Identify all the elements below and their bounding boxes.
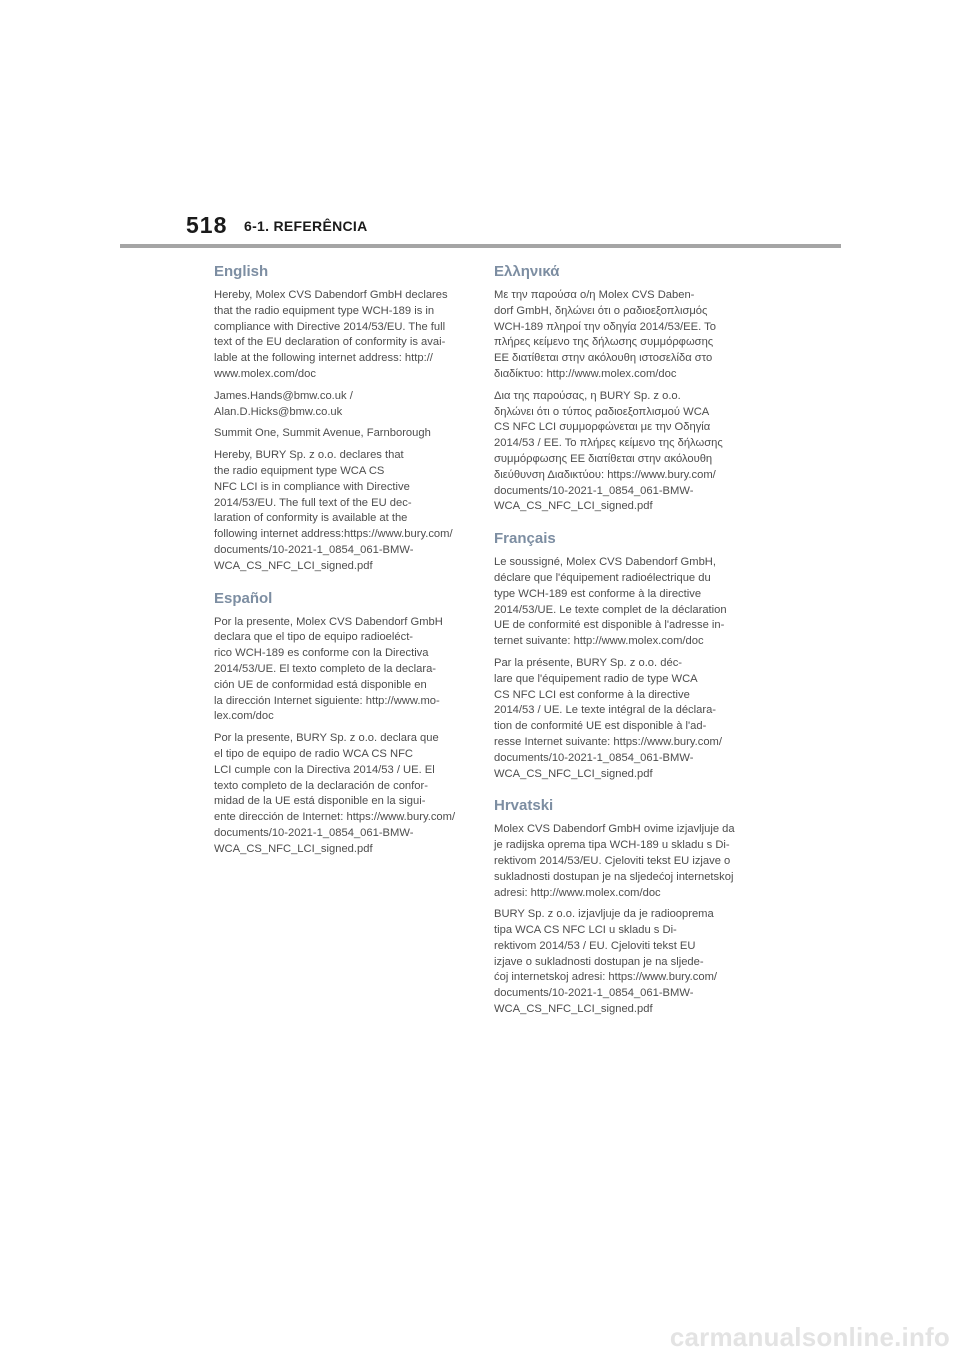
section-francais — [494, 529, 749, 782]
section-hrvatski — [494, 796, 749, 1018]
page-number: 518 — [186, 212, 228, 238]
right-column — [494, 262, 749, 1024]
section-english — [214, 262, 469, 575]
paragraph: Por la presente, BURY Sp. z o.o. declara que el tipo de equipo de radio WCA CS NFC LCI cumple con la Directiva 2014/53 / UE. El texto completo de la declaración de confor- midad de la UE está disponible en la sigui- ente dirección de Internet: https://www.bury.com/ documents/10-2021-1_0854_061-BMW- WCA_CS_NFC_LCI_signed.pdf — [214, 732, 456, 855]
paragraph: Summit One, Summit Avenue, Farnborough — [214, 427, 431, 440]
chapter-title: 6-1. REFERÊNCIA — [244, 218, 368, 234]
paragraph: Molex CVS Dabendorf GmbH ovime izjavljuje da je radijska oprema tipa WCH-189 u skladu s Di- rektivom 2014/53/EU. Cjeloviti tekst EU izjave o sukladnosti dostupan je na sljedećoj internetskoj adresi: http://www.molex.com/doc — [494, 823, 735, 899]
paragraph: Hereby, BURY Sp. z o.o. declares that the radio equipment type WCA CS NFC LCI is in compliance with Directive 2014/53/EU. The full text of the EU dec- laration of conformity is available at the following internet address:https://www.bury.com/ documents/10-2021-1_0854_061-BMW- WCA_CS_NFC_LCI_signed.pdf — [214, 449, 453, 572]
paragraph: Par la présente, BURY Sp. z o.o. déc- lare que l'équipement radio de type WCA CS NFC LCI est conforme à la directive 2014/53 / UE. Le texte intégral de la déclara- tion de conformité UE est disponible à l'ad- resse Internet suivante: https://www.bury.com/ documents/10-2021-1_0854_061-BMW- WCA_CS_NFC_LCI_signed.pdf — [494, 656, 722, 780]
paragraph: BURY Sp. z o.o. izjavljuje da je radiooprema tipa WCA CS NFC LCI u skladu s Di- rektivom 2014/53 / EU. Cjeloviti tekst EU izjave o sukladnosti dostupan je na sljede- ćoj internetskoj adresi: https://www.bury.com/ documents/10-2021-1_0854_061-BMW- WCA_CS_NFC_LCI_signed.pdf — [494, 908, 718, 1016]
section-heading: Español — [214, 589, 273, 607]
left-column — [214, 262, 469, 864]
paragraph: Hereby, Molex CVS Dabendorf GmbH declares that the radio equipment type WCH-189 is in compliance with Directive 2014/53/EU. The full text of the EU declaration of conformity is avai- lable at the following internet address: http:// www.molex.com/doc — [214, 289, 448, 380]
section-heading: Hrvatski — [494, 797, 554, 815]
paragraph: James.Hands@bmw.co.uk / Alan.D.Hicks@bmw.co.uk — [214, 389, 353, 418]
section-heading: Ελληνικά — [494, 263, 560, 280]
paragraph: Με την παρούσα ο/η Molex CVS Daben- dorf GmbH, δηλώνει ότι ο ραδιοεξοπλισμός WCH-189 πληροί την οδηγία 2014/53/ΕΕ. Το πλήρες κείμενο της δήλωσης συμμόρφωσης ΕΕ διατίθεται στην ακόλουθη ιστοσελίδα στο διαδίκτυο: http://www.molex.com/doc — [494, 289, 716, 380]
paragraph: Por la presente, Molex CVS Dabendorf GmbH declara que el tipo de equipo radioeléct- rico WCH-189 es conforme con la Directiva 2014/53/UE. El texto completo de la declara- ción UE de conformidad está disponible en la dirección Internet siguiente: http://www.mo- lex.com/doc — [214, 615, 443, 723]
paragraph: Le soussigné, Molex CVS Dabendorf GmbH, déclare que l'équipement radioélectrique du type WCH-189 est conforme à la directive 2014/53/UE. Le texte complet de la déclaration UE de conformité est disponible à l'adresse in- ternet suivante: http://www.molex.com/doc — [494, 556, 727, 648]
section-greek — [494, 262, 749, 515]
section-heading: Français — [494, 530, 556, 548]
section-espanol — [214, 589, 469, 858]
watermark: carmanualsonline.info — [669, 1322, 950, 1352]
section-heading: English — [214, 263, 269, 280]
header-divider — [120, 244, 841, 248]
paragraph: Δια της παρούσας, η BURY Sp. z o.o. δηλώνει ότι ο τύπος ραδιοεξοπλισμού WCA CS NFC LCI συμμορφώνεται με την Οδηγία 2014/53 / ΕΕ. Το πλήρες κείμενο της δήλωσης συμμόρφωσης ΕΕ διατίθεται στην ακόλουθη διεύθυνση Διαδικτύου: https://www.bury.com/ documents/10-2021-1_0854_061-BMW- WCA_CS_NFC_LCI_signed.pdf — [494, 389, 723, 513]
